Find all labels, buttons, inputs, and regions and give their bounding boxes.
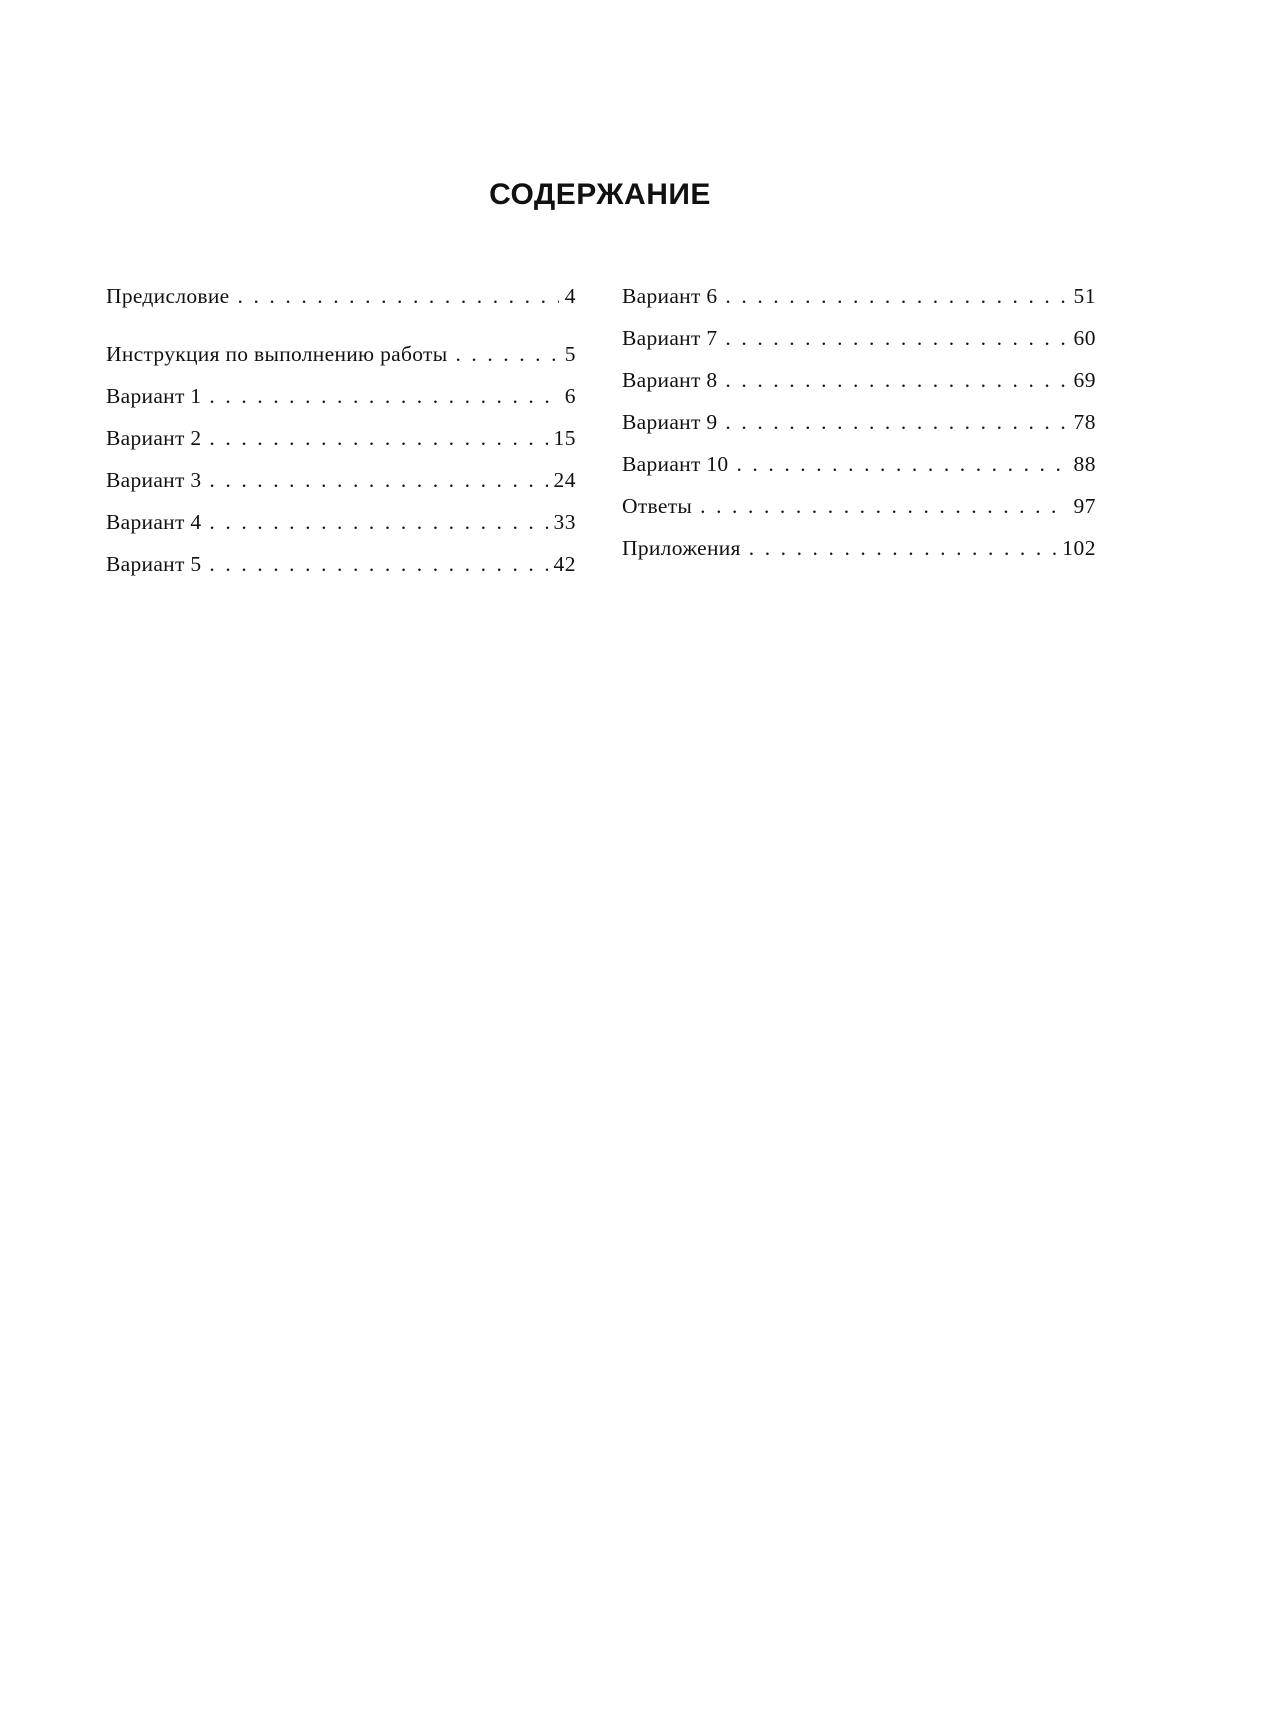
dot-leader — [209, 467, 547, 493]
toc-entry-label: Вариант 4 — [106, 510, 202, 534]
page-title: СОДЕРЖАНИЕ — [489, 178, 711, 211]
toc-entry-page: 15 — [553, 426, 576, 450]
toc-entry-page: 6 — [564, 384, 576, 408]
dot-leader — [209, 551, 547, 577]
toc-entry[interactable] — [106, 509, 576, 535]
toc-entry-page: 88 — [1073, 452, 1096, 476]
dot-leader — [725, 283, 1067, 309]
toc-entry-page: 24 — [553, 468, 576, 492]
toc-entry-label: Вариант 1 — [106, 384, 202, 408]
toc-entry-label: Вариант 2 — [106, 426, 202, 450]
toc-entry-label: Вариант 6 — [622, 284, 718, 308]
toc-entry[interactable] — [106, 283, 576, 309]
toc-entry-page: 5 — [564, 342, 576, 366]
dot-leader — [209, 509, 547, 535]
toc-entry[interactable] — [622, 451, 1096, 477]
toc-entry-page: 97 — [1073, 494, 1096, 518]
dot-leader — [700, 493, 1067, 519]
toc-entry-label: Предисловие — [106, 284, 230, 308]
toc-entry-page: 42 — [553, 552, 576, 576]
toc-entry-label: Вариант 3 — [106, 468, 202, 492]
toc-entry-page: 4 — [564, 284, 576, 308]
toc-entry[interactable] — [622, 325, 1096, 351]
toc-entry-label: Вариант 5 — [106, 552, 202, 576]
toc-entry-label: Вариант 10 — [622, 452, 729, 476]
toc-entry[interactable] — [106, 383, 576, 409]
toc-entry[interactable] — [622, 283, 1096, 309]
toc-entry-label: Приложения — [622, 536, 741, 560]
toc-entry-label: Вариант 9 — [622, 410, 718, 434]
dot-leader — [455, 341, 558, 367]
toc-entry[interactable] — [622, 493, 1096, 519]
toc-entry-page: 51 — [1073, 284, 1096, 308]
toc-entry[interactable] — [106, 467, 576, 493]
toc-entry-page: 69 — [1073, 368, 1096, 392]
dot-leader — [725, 409, 1067, 435]
toc-entry-page: 60 — [1073, 326, 1096, 350]
dot-leader — [725, 325, 1067, 351]
toc-entry[interactable] — [622, 367, 1096, 393]
toc-column-left — [106, 283, 576, 593]
toc-entry-page: 102 — [1062, 536, 1096, 560]
toc-entry-label: Инструкция по выполнению работы — [106, 342, 448, 366]
toc-entry-label: Вариант 7 — [622, 326, 718, 350]
toc-entry[interactable] — [106, 341, 576, 367]
toc-entry-label: Вариант 8 — [622, 368, 718, 392]
toc-entry[interactable] — [622, 535, 1096, 561]
toc-entry[interactable] — [106, 551, 576, 577]
dot-leader — [736, 451, 1067, 477]
toc-column-right — [622, 283, 1096, 577]
dot-leader — [209, 425, 547, 451]
toc-entry-page: 78 — [1073, 410, 1096, 434]
dot-leader — [209, 383, 558, 409]
dot-leader — [749, 535, 1057, 561]
toc-entry-page: 33 — [553, 510, 576, 534]
dot-leader — [238, 283, 559, 309]
toc-entry-label: Ответы — [622, 494, 693, 518]
dot-leader — [725, 367, 1067, 393]
toc-entry[interactable] — [106, 425, 576, 451]
toc-entry[interactable] — [622, 409, 1096, 435]
